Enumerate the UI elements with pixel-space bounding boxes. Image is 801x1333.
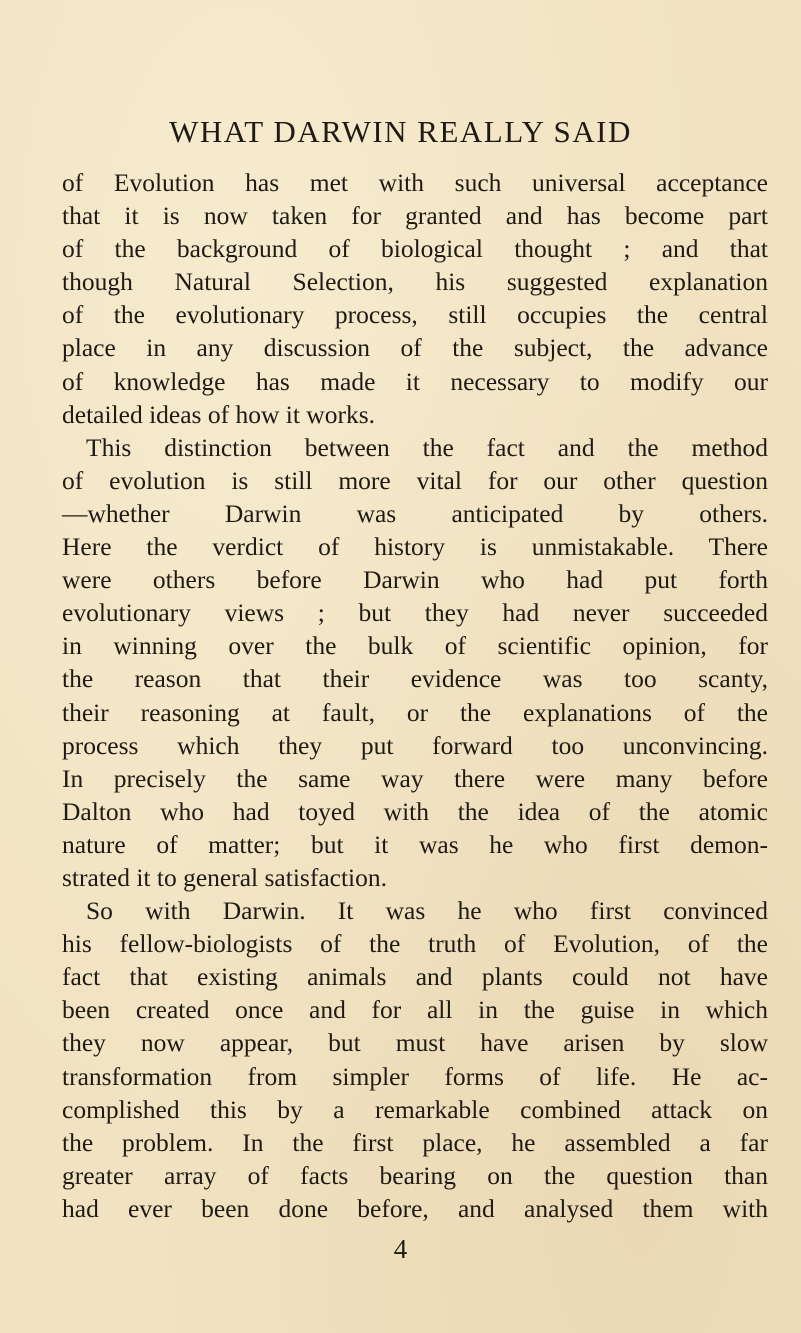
paragraph-1 [62,166,768,431]
text-line: Here the verdict of history is unmistakable. There [62,532,768,562]
text-line: they now appear, but must have arisen by slow [62,1028,768,1058]
text-line: were others before Darwin who had put forth [62,565,768,595]
text-line: been created once and for all in the guise in which [62,995,768,1025]
text-line: This distinction between the fact and the method [86,432,768,462]
text-line: transformation from simpler forms of life. He ac- [62,1061,768,1091]
text-line: In precisely the same way there were many before [62,763,768,793]
text-line: that it is now taken for granted and has become part [62,201,768,231]
text-line: —whether Darwin was anticipated by others. [62,498,768,528]
text-line: detailed ideas of how it works. [62,399,376,429]
text-line: of Evolution has met with such universal acceptance [62,168,768,197]
paragraph-3 [62,894,768,1225]
body-text [62,166,768,1225]
text-line: of evolution is still more vital for our other question [62,465,768,495]
paragraph-2 [62,431,768,894]
text-line: of knowledge has made it necessary to modify our [62,366,768,396]
text-line: the problem. In the first place, he assembled a far [62,1127,768,1157]
text-line: their reasoning at fault, or the explanations of the [62,697,768,727]
text-line: of the background of biological thought ; and that [62,234,768,264]
text-line: though Natural Selection, his suggested explanation [62,267,768,297]
text-line: place in any discussion of the subject, the advance [62,333,768,363]
text-line: evolutionary views ; but they had never succeeded [62,598,768,628]
text-line: So with Darwin. It was he who first convinced [86,896,768,926]
text-line: Dalton who had toyed with the idea of the atomic [62,796,768,826]
page-number: 4 [393,1234,408,1264]
text-line: his fellow-biologists of the truth of Evolution, of the [62,929,768,959]
text-line: strated it to general satisfaction. [62,862,388,892]
text-line: complished this by a remarkable combined attack on [62,1094,768,1124]
text-line: fact that existing animals and plants could not have [62,962,768,992]
text-line: had ever been done before, and analysed them with [62,1193,768,1223]
running-head: WHAT DARWIN REALLY SAID [169,114,632,149]
text-line: nature of matter; but it was he who first demon- [62,829,768,859]
text-line: greater array of facts bearing on the question than [62,1160,768,1190]
text-line: in winning over the bulk of scientific opinion, for [62,631,768,661]
text-line: process which they put forward too unconvincing. [62,730,768,760]
text-line: of the evolutionary process, still occupies the central [62,300,768,330]
text-line: the reason that their evidence was too scanty, [62,664,768,694]
